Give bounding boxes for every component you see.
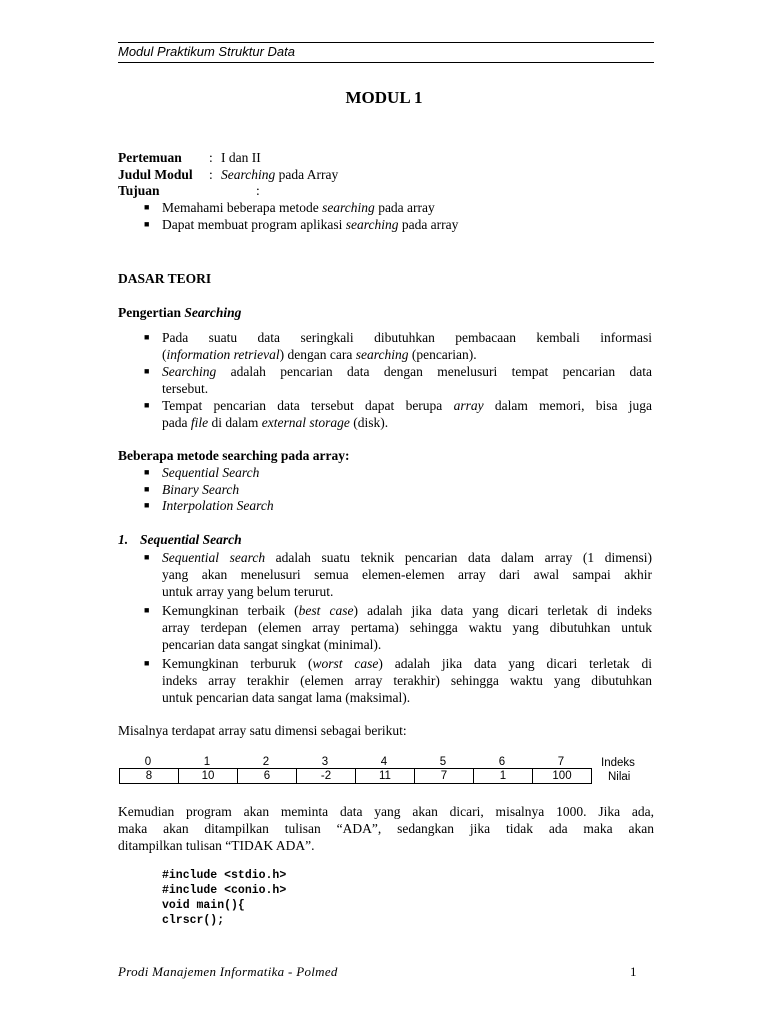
text-em: worst case (312, 656, 379, 671)
tujuan-item-1 (162, 199, 435, 216)
array-cell: 8 (120, 769, 179, 784)
pengertian-item-2-line-2: tersebut. (162, 381, 209, 396)
page-title: MODUL 1 (345, 88, 423, 107)
page-number: 1 (630, 964, 637, 979)
bullet-icon: ■ (144, 484, 150, 494)
pengertian-item-1 (162, 329, 652, 363)
code-line: clrscr(); (162, 914, 225, 927)
array-value-row (120, 769, 592, 784)
seq-item-1-line-3: untuk array yang belum terurut. (162, 584, 334, 599)
bullet-icon: ■ (144, 467, 150, 477)
array-cell: -2 (297, 769, 356, 784)
tujuan-colon: : (256, 183, 260, 198)
array-table (119, 768, 592, 784)
code-line: #include <conio.h> (162, 884, 287, 897)
bullet-icon: ■ (144, 400, 150, 410)
footer-text: Prodi Manajemen Informatika - Polmed (118, 964, 338, 979)
text-em: searching (355, 347, 409, 362)
text-span: pada (162, 415, 191, 430)
text-em: Sequential search (162, 550, 266, 565)
pengertian-item-3-line-2 (162, 414, 652, 431)
judul-value-em: Searching (221, 167, 276, 182)
footer-rule (118, 957, 654, 958)
bullet-icon: ■ (144, 202, 150, 212)
pengertian-heading (118, 304, 241, 321)
pengertian-item-1-line-2 (162, 346, 652, 363)
kemudian-line-1: Kemudian program akan meminta data yang akan dicari, misalnya 1000. Jika ada, (118, 804, 654, 819)
text-span: ) adalah jika data yang dicari terletak di indeks (353, 603, 652, 618)
text-em: information retrieval (166, 347, 280, 362)
text-span: adalah suatu teknik pencarian data dalam array (1 dimensi) (265, 550, 652, 565)
tujuan-label: Tujuan (118, 183, 160, 198)
seq-item-3-line-2: indeks array terakhir (elemen array terakhir) sehingga waktu yang dibutuhkan (162, 673, 652, 688)
array-cell: 6 (238, 769, 297, 784)
metode-item-sequential: Sequential Search (162, 465, 260, 480)
pengertian-item-1-line-1: Pada suatu data seringkali dibutuhkan pembacaan kembali informasi (162, 330, 652, 345)
judul-value (221, 166, 338, 183)
array-index: 7 (557, 756, 565, 768)
array-index: 1 (203, 756, 211, 768)
text-em: array (453, 398, 484, 413)
pengertian-item-3 (162, 397, 652, 431)
bullet-icon: ■ (144, 332, 150, 342)
seq-item-2-line-2: array terdepan (elemen array pertama) sehingga waktu yang dibutuhkan untuk (162, 620, 652, 635)
seq-item-3-line-1 (162, 655, 652, 672)
header-top-rule (118, 42, 654, 43)
text-span: Tempat pencarian data tersebut dapat berupa (162, 398, 454, 413)
pertemuan-label: Pertemuan (118, 150, 182, 165)
array-cell: 1 (474, 769, 533, 784)
running-header: Modul Praktikum Struktur Data (118, 44, 296, 59)
code-line: void main(){ (162, 899, 245, 912)
metode-item-binary: Binary Search (162, 482, 240, 497)
bullet-icon: ■ (144, 500, 150, 510)
pengertian-label: Pengertian (118, 305, 185, 320)
text-span: Kemungkinan terbaik ( (162, 603, 299, 618)
text-em: best case (298, 603, 354, 618)
text-span: (disk). (349, 415, 389, 430)
metode-item-interpolation: Interpolation Search (162, 498, 274, 513)
code-line: #include <stdio.h> (162, 869, 287, 882)
array-index: 0 (144, 756, 152, 768)
array-cell: 7 (415, 769, 474, 784)
kemudian-line-3: ditampilkan tulisan “TIDAK ADA”. (118, 838, 315, 853)
array-index: 6 (498, 756, 506, 768)
array-index-label: Indeks (601, 757, 635, 769)
dasar-teori-heading: DASAR TEORI (118, 271, 212, 286)
text-span: di dalam (208, 415, 262, 430)
bullet-icon: ■ (144, 605, 150, 615)
text-em: external storage (261, 415, 350, 430)
section-1-title: Sequential Search (140, 532, 242, 547)
array-index: 3 (321, 756, 329, 768)
array-cell: 10 (179, 769, 238, 784)
seq-item-2 (162, 602, 652, 653)
seq-item-3 (162, 655, 652, 706)
header-bottom-rule (118, 62, 654, 63)
section-1-number: 1. (118, 532, 129, 547)
pengertian-item-3-line-1 (162, 397, 652, 414)
tujuan-item-2 (162, 216, 458, 233)
tujuan-item-1-text: Memahami beberapa metode (162, 200, 323, 215)
kemudian-paragraph (118, 803, 654, 854)
array-value-label: Nilai (608, 771, 631, 783)
seq-item-2-line-3: pencarian data sangat singkat (minimal). (162, 637, 382, 652)
text-span: ) adalah jika data yang dicari terletak di (378, 656, 653, 671)
bullet-icon: ■ (144, 219, 150, 229)
array-cell: 100 (533, 769, 592, 784)
text-em: Searching (162, 364, 217, 379)
text-span: dalam memori, bisa juga (483, 398, 653, 413)
judul-label: Judul Modul (118, 167, 193, 182)
bullet-icon: ■ (144, 658, 150, 668)
misalnya-text: Misalnya terdapat array satu dimensi sebagai berikut: (118, 723, 407, 738)
tujuan-item-2-end: pada array (398, 217, 459, 232)
seq-item-1-line-1 (162, 549, 652, 566)
metode-heading: Beberapa metode searching pada array: (118, 448, 350, 463)
text-span: (pencarian). (408, 347, 477, 362)
tujuan-item-1-em: searching (322, 200, 375, 215)
tujuan-item-1-end: pada array (374, 200, 435, 215)
seq-item-2-line-1 (162, 602, 652, 619)
judul-colon: : (209, 167, 213, 182)
pengertian-em: Searching (184, 305, 242, 320)
seq-item-3-line-3: untuk pencarian data sangat lama (maksimal). (162, 690, 411, 705)
array-index: 2 (262, 756, 270, 768)
text-span: ) dengan cara (279, 347, 356, 362)
tujuan-item-2-text: Dapat membuat program aplikasi (162, 217, 346, 232)
pengertian-item-2 (162, 363, 652, 397)
tujuan-item-2-em: searching (345, 217, 399, 232)
seq-item-1 (162, 549, 652, 600)
pengertian-item-2-line-1 (162, 363, 652, 380)
bullet-icon: ■ (144, 366, 150, 376)
pertemuan-value: I dan II (221, 150, 261, 165)
text-span: ( (162, 347, 167, 362)
judul-value-rest: pada Array (275, 167, 339, 182)
array-index: 4 (380, 756, 388, 768)
seq-item-1-line-2: yang akan menelusuri semua elemen-elemen array dari awal sampai akhir (162, 567, 652, 582)
text-span: adalah pencarian data dengan menelusuri tempat pencarian data (216, 364, 652, 379)
kemudian-line-2: maka akan ditampilkan tulisan “ADA”, sedangkan jika tidak ada maka akan (118, 821, 654, 836)
array-index: 5 (439, 756, 447, 768)
pertemuan-colon: : (209, 150, 213, 165)
text-span: Kemungkinan terburuk ( (162, 656, 313, 671)
array-cell: 11 (356, 769, 415, 784)
bullet-icon: ■ (144, 552, 150, 562)
text-em: file (190, 415, 209, 430)
